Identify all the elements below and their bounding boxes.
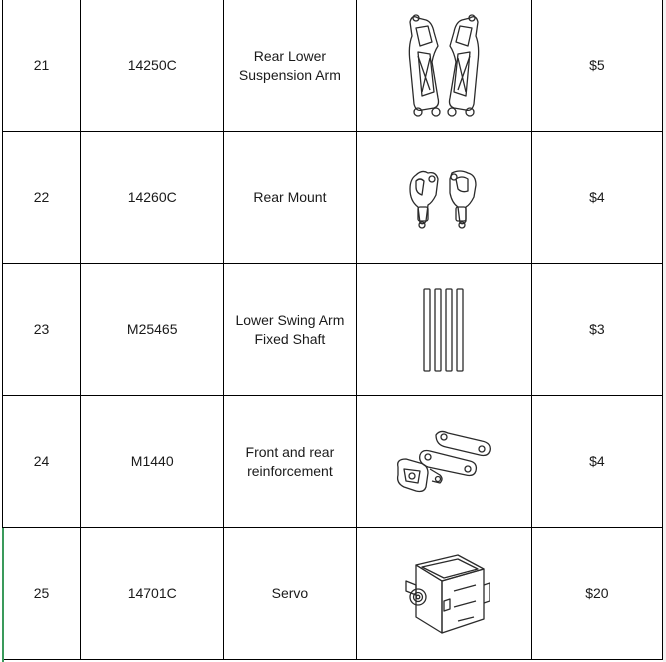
cell-part-name[interactable] (224, 0, 356, 132)
cell-part-name[interactable] (224, 264, 356, 396)
suspension-arm-icon (404, 12, 484, 120)
parts-table (2, 0, 663, 660)
shaft-icon (421, 287, 467, 373)
cell-price[interactable]: $5 (531, 0, 662, 132)
cell-part-image[interactable] (356, 132, 531, 264)
cell-part-name[interactable] (224, 528, 356, 660)
cell-part-image[interactable] (356, 264, 531, 396)
cell-part-code[interactable]: M25465 (81, 264, 224, 396)
cell-part-code[interactable]: 14260C (81, 132, 224, 264)
rear-mount-icon (406, 167, 482, 229)
cell-part-code[interactable]: M1440 (81, 396, 224, 528)
part-name-text: Rear Lower Suspension Arm (238, 47, 341, 83)
cell-price[interactable]: $20 (531, 528, 662, 660)
cell-price[interactable]: $3 (531, 264, 662, 396)
cell-price[interactable]: $4 (531, 132, 662, 264)
selection-edge (2, 528, 4, 662)
cell-number[interactable]: 23 (3, 264, 81, 396)
cell-part-code[interactable]: 14701C (81, 528, 224, 660)
reinforcement-icon (392, 429, 496, 495)
table-row (3, 528, 663, 660)
cell-price[interactable]: $4 (531, 396, 662, 528)
table-row (3, 264, 663, 396)
cell-part-image[interactable] (356, 396, 531, 528)
cell-number[interactable]: 21 (3, 0, 81, 132)
cell-number[interactable]: 22 (3, 132, 81, 264)
cell-part-name[interactable] (224, 132, 356, 264)
servo-icon (398, 551, 490, 637)
part-name-text: Servo (271, 585, 309, 601)
cell-part-code[interactable]: 14250C (81, 0, 224, 132)
part-name-text: Front and rear reinforcement (245, 443, 335, 479)
cell-part-name[interactable] (224, 396, 356, 528)
cell-part-image[interactable] (356, 0, 531, 132)
cell-number[interactable]: 24 (3, 396, 81, 528)
part-name-text: Rear Mount (253, 189, 327, 205)
cell-part-image[interactable] (356, 528, 531, 660)
table-row (3, 396, 663, 528)
table-row (3, 132, 663, 264)
cell-number[interactable]: 25 (3, 528, 81, 660)
table-row (3, 0, 663, 132)
part-name-text: Lower Swing Arm Fixed Shaft (235, 311, 345, 347)
